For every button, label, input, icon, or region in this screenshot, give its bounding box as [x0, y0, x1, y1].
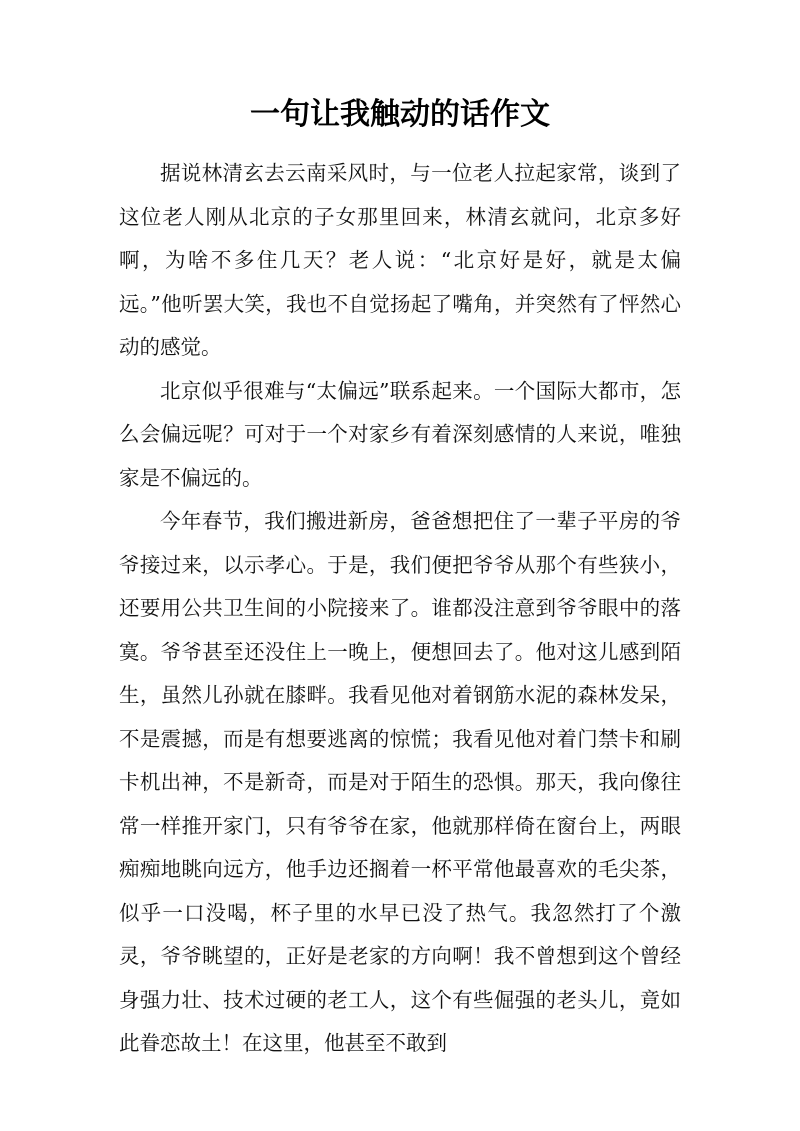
paragraph-1: 据说林清玄去云南采风时，与一位老人拉起家常，谈到了这位老人刚从北京的子女那里回来，林清玄就问，北京多好啊，为啥不多住几天？老人说：“北京好是好，就是太偏远。”他听罢大笑，我也不自觉扬起了嘴角，并突然有了怦然心动的感觉。 — [119, 161, 681, 359]
document-body — [119, 152, 681, 1066]
paragraph-2: 北京似乎很难与“太偏远”联系起来。一个国际大都市，怎么会偏远呢？可对于一个对家乡有着深刻感情的人来说，唯独家是不偏远的。 — [119, 378, 681, 490]
document-title: 一句让我触动的话作文 — [250, 97, 550, 132]
paragraph-3: 今年春节，我们搬进新房，爸爸想把住了一辈子平房的爷爷接过来，以示孝心。于是，我们便把爷爷从那个有些狭小，还要用公共卫生间的小院接来了。谁都没注意到爷爷眼中的落寞。爷爷甚至还没住上一晚上，便想回去了。他对这儿感到陌生，虽然儿孙就在膝畔。我看见他对着钢筋水泥的森林发呆，不是震撼，而是有想要逃离的惊慌；我看见他对着门禁卡和刷卡机出神，不是新奇，而是对于陌生的恐惧。那天，我向像往常一样推开家门，只有爷爷在家，他就那样倚在窗台上，两眼痴痴地眺向远方，他手边还搁着一杯平常他最喜欢的毛尖茶，似乎一口没喝，杯子里的水早已没了热气。我忽然打了个激灵，爷爷眺望的，正好是老家的方向啊！我不曾想到这个曾经身强力壮、技术过硬的老工人，这个有些倔强的老头儿，竟如此眷恋故土！在这里，他甚至不敢到 — [119, 509, 681, 1055]
